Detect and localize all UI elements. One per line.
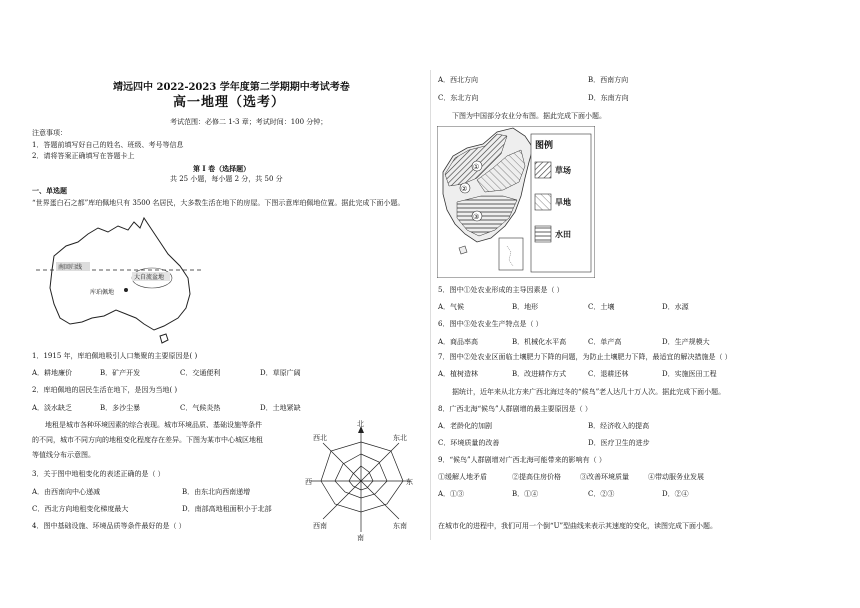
q5-option-d[interactable]: D．水源 <box>662 303 689 311</box>
legend-item: 旱地 <box>555 198 571 207</box>
q3-option-b[interactable]: B．由东北向西南递增 <box>182 488 251 496</box>
q8-option-b[interactable]: B．经济收入的提高 <box>588 422 650 430</box>
q7-option-d[interactable]: D．实施医田工程 <box>662 370 717 378</box>
question-7: 7．图中②处农业区面临土壤肥力下降的问题，为防止土壤肥力下降，最适宜的解决措施是（ ） <box>438 353 732 361</box>
note-item: 1．答题前填写好自己的姓名、班级、考号等信息 <box>32 141 184 149</box>
q6-option-c[interactable]: C．单产高 <box>588 338 622 346</box>
q2-option-a[interactable]: A．淡水缺乏 <box>32 404 73 412</box>
note-item: 2．请将答案正确填写在答题卡上 <box>32 152 135 160</box>
compass-northeast: 东北 <box>393 434 407 442</box>
section-title: 一、单选题 <box>32 186 67 195</box>
tropic-label: 南回归线 <box>58 264 83 271</box>
q5-option-a[interactable]: A．气候 <box>438 303 465 311</box>
q2-option-b[interactable]: B．多沙尘暴 <box>100 404 141 412</box>
q9-statement: ②提高住房价格 <box>512 473 561 481</box>
q6-option-d[interactable]: D．生产规模大 <box>662 338 710 346</box>
compass-southeast: 东南 <box>393 522 407 530</box>
map-mark-2: ② <box>461 185 468 193</box>
q3-option-c[interactable]: C．西北方向地租变化梯度最大 <box>32 505 129 513</box>
q7-option-c[interactable]: C．退耕还林 <box>588 370 629 378</box>
question-intro: “世界蛋白石之都”库珀佩地只有 3500 名居民，大多数生活在地下的房屋。下图示意库珀佩地位置。据此完成下面小题。 <box>32 199 405 207</box>
gab-label: 大自流盆地 <box>134 274 165 281</box>
legend-item: 草场 <box>555 166 571 175</box>
rent-contour-outer <box>321 442 403 512</box>
australia-map <box>32 212 212 344</box>
question-8: 8．广西北海“候鸟”人群剧增的最主要原因是（ ） <box>438 405 592 413</box>
tasmania-outline <box>160 334 168 343</box>
q9-option-c[interactable]: C．②③ <box>588 490 615 498</box>
compass-west: 西 <box>305 478 312 486</box>
q1-option-c[interactable]: C．交通便利 <box>180 369 221 377</box>
q1-option-a[interactable]: A．耕地廉价 <box>32 369 73 377</box>
exam-title: 靖远四中 2022-2023 学年度第二学期期中考试考卷 <box>113 82 350 93</box>
passage-line: 在城市化的进程中，我们可用一个倒“U”型曲线来表示其速度的变化，读图完成下面小题。 <box>438 522 718 530</box>
part-desc: 共 25 小题，每小题 2 分，共 50 分 <box>170 175 283 183</box>
q1-option-d[interactable]: D．草原广阔 <box>260 369 301 377</box>
question-2: 2．库珀佩地的居民生活在地下，是因为当地( ) <box>32 386 178 394</box>
q5-option-b[interactable]: B．地形 <box>512 303 539 311</box>
passage-line: 的不同，城市不同方向的地租变化程度存在差异。下图为某市中心城区地租 <box>32 436 263 444</box>
notes-title: 注意事项： <box>32 129 67 137</box>
legend-item: 水田 <box>555 230 571 239</box>
q3-option-d[interactable]: D．南部高地租面积小于北部 <box>182 505 272 513</box>
q5-option-c[interactable]: C．土壤 <box>588 303 615 311</box>
q9-statement: ③改善环境质量 <box>580 473 629 481</box>
map-mark-1: ① <box>473 163 480 171</box>
column-divider <box>430 70 431 540</box>
q4-option-a[interactable]: A．西北方向 <box>438 76 479 84</box>
q8-option-a[interactable]: A．老龄化的加剧 <box>438 422 493 430</box>
coober-pedy-marker <box>124 288 128 292</box>
question-3: 3．关于图中地租变化的表述正确的是（ ） <box>32 470 165 478</box>
q9-statement: ④带动服务业发展 <box>648 473 704 481</box>
compass-east: 东 <box>406 478 413 486</box>
q3-option-a[interactable]: A．由西南向中心递减 <box>32 488 101 496</box>
q4-option-b[interactable]: B．西南方向 <box>588 76 629 84</box>
compass-southwest: 西南 <box>313 522 327 530</box>
q9-option-a[interactable]: A．①③ <box>438 490 465 498</box>
q9-option-d[interactable]: D．②④ <box>662 490 689 498</box>
q7-option-a[interactable]: A．植树造林 <box>438 370 479 378</box>
exam-scope: 考试范围：必修二 1-3 章；考试时间：100 分钟； <box>170 118 328 126</box>
q6-option-a[interactable]: A．商品率高 <box>438 338 479 346</box>
passage-line: 等值线分布示意图。 <box>32 451 95 459</box>
q4-option-c[interactable]: C．东北方向 <box>438 94 479 102</box>
passage-line: 据统计，近年来从北方来广西北海过冬的“候鸟”老人达几十万人次。据此完成下面小题。 <box>452 388 726 396</box>
part-title: 第 I 卷（选择题） <box>193 164 251 173</box>
china-agriculture-map <box>437 126 595 278</box>
legend-title: 图例 <box>535 141 554 151</box>
question-5: 5．图中①处农业形成的主导因素是（ ） <box>438 286 564 294</box>
rent-contour-diagram <box>305 420 417 542</box>
q9-option-b[interactable]: B．①④ <box>512 490 539 498</box>
q9-statement: ①缓解人地矛盾 <box>438 473 487 481</box>
question-6: 6．图中③处农业生产特点是（ ） <box>438 320 543 328</box>
compass-south: 南 <box>357 534 364 542</box>
south-china-sea-inset <box>499 238 523 270</box>
question-4: 4．图中基础设施、环境品质等条件最好的是（ ） <box>32 522 186 530</box>
compass-north: 北 <box>357 420 364 428</box>
q4-option-d[interactable]: D．东南方向 <box>588 94 629 102</box>
coober-label: 库珀佩地 <box>90 289 115 296</box>
passage-line: 地租是城市各种环境因素的综合表现。城市环境品质、基础设施等条件 <box>45 421 262 429</box>
compass-northwest: 西北 <box>313 434 327 442</box>
q7-option-b[interactable]: B．改进耕作方式 <box>512 370 567 378</box>
subject-title: 高一地理（选考） <box>173 95 286 110</box>
q6-option-b[interactable]: B．机械化水平高 <box>512 338 567 346</box>
q1-option-b[interactable]: B．矿产开发 <box>100 369 141 377</box>
question-9: 9．“候鸟”人群剧增对广西北海可能带来的影响有（ ） <box>438 456 606 464</box>
q2-option-c[interactable]: C．气候炎热 <box>180 404 221 412</box>
question-intro: 下图为中国部分农业分布图。据此完成下面小题。 <box>452 112 606 120</box>
q8-option-c[interactable]: C．环境质量的改善 <box>438 439 500 447</box>
q2-option-d[interactable]: D．土地紧缺 <box>260 404 301 412</box>
question-1: 1．1915 年，库珀佩地吸引人口集聚的主要原因是( ) <box>32 352 198 360</box>
map-mark-3: ③ <box>473 213 480 221</box>
q8-option-d[interactable]: D．医疗卫生的进步 <box>588 439 650 447</box>
